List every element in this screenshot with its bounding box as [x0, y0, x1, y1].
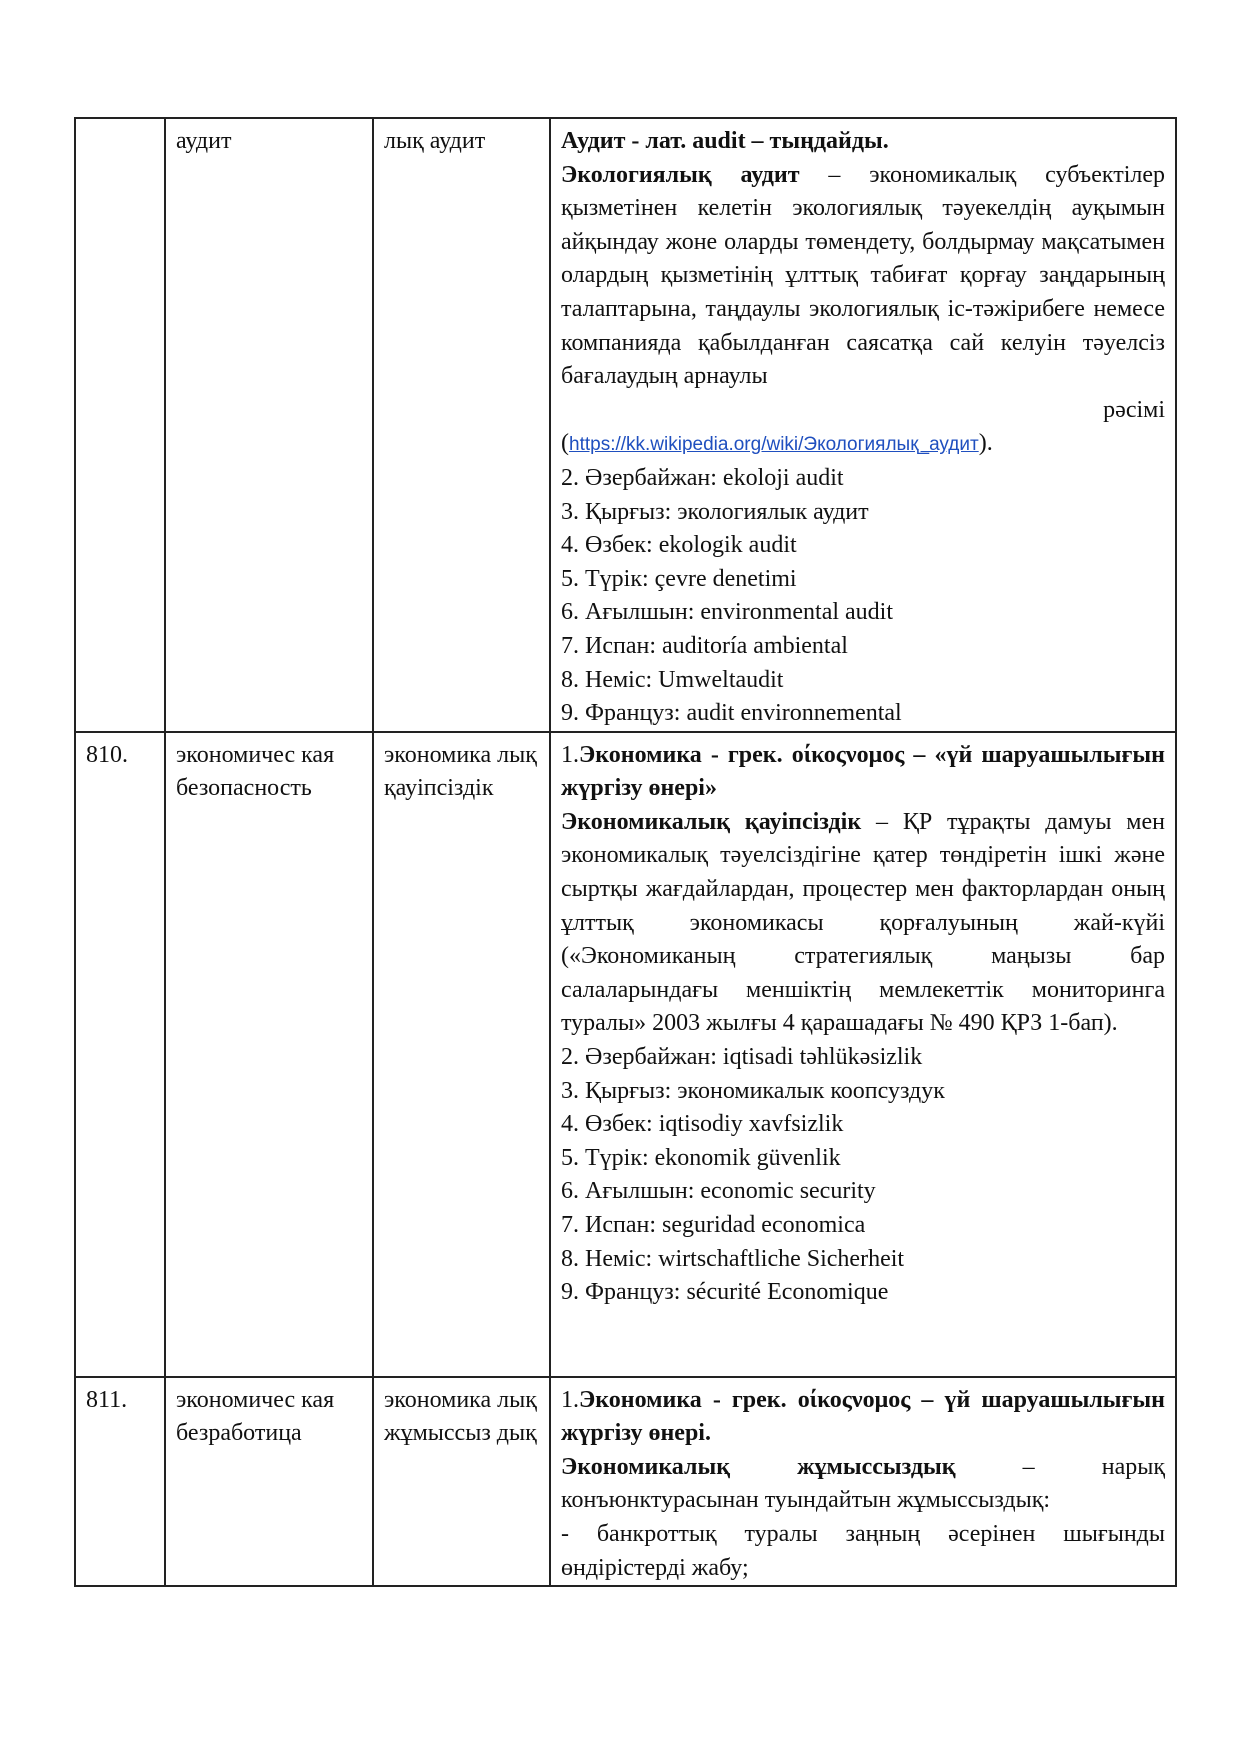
- definition-text: – экономикалық субъектілер қызметінен келетін экологиялық тәуекелдің ауқымын айқындау жоне оларды төмендету, болдырмау мақсатымен олардың қызметінің ұлттық табиғат қорғау заңдарының талаптарына, таңдаулы экологиялық іс-тәжірибеге немесе компанияда қабылданған саясатқа сай келуін тәуелсіз бағалаудың арнаулы: [561, 161, 1165, 390]
- defined-term: Экономикалық жұмыссыздық: [561, 1453, 956, 1480]
- source-reference: (https://kk.wikipedia.org/wiki/Экологиялық_аудит).: [561, 430, 993, 457]
- definition: [561, 159, 1165, 394]
- translation-item: 3. Қырғыз: экологиялык аудит: [561, 498, 869, 525]
- russian-term: аудит: [165, 118, 373, 732]
- translation-item: 7. Испан: auditoría ambiental: [561, 632, 848, 659]
- translation-item: 8. Неміс: wirtschaftliche Sicherheit: [561, 1245, 905, 1272]
- table-row: [75, 732, 1176, 1377]
- definition-cell: [550, 732, 1176, 1377]
- definition-cell: [550, 118, 1176, 732]
- table-row: [75, 1377, 1176, 1587]
- translation-item: 6. Ағылшын: environmental audit: [561, 599, 894, 626]
- etymology: 1.Экономика - грек. οίκοςνομος – үй шаруашылығын жүргізу өнері.: [561, 1386, 1165, 1447]
- etymology: Аудит - лат. audit – тыңдайды.: [561, 128, 889, 154]
- russian-term: экономичес кая безработица: [165, 1377, 373, 1587]
- definition-text: – нарық конъюнктурасынан туындайтын жұмыссыздық:: [561, 1453, 1166, 1514]
- definition-tail: рәсімі: [1103, 396, 1165, 423]
- defined-term: Экономикалық қауіпсіздік: [561, 808, 862, 835]
- translation-item: 9. Француз: sécurité Economique: [561, 1279, 889, 1306]
- translation-item: 7. Испан: seguridad economica: [561, 1212, 866, 1238]
- translation-item: 8. Неміс: Umweltaudit: [561, 666, 784, 693]
- translation-item: 4. Өзбек: ekologik audit: [561, 532, 797, 559]
- terms-table: [74, 117, 1177, 1587]
- translation-item: 3. Қырғыз: экономикалык коопсуздук: [561, 1077, 945, 1104]
- row-number: 810.: [75, 732, 165, 1377]
- translation-item: 5. Түрік: çevre denetimi: [561, 565, 797, 592]
- translation-item: 4. Өзбек: iqtisodiy xavfsizlik: [561, 1111, 844, 1138]
- translation-item: 5. Түрік: ekonomik güvenlik: [561, 1144, 841, 1171]
- definition-cell: [550, 1377, 1176, 1587]
- row-number: 811.: [75, 1377, 165, 1587]
- translation-item: 2. Әзербайжан: iqtisadi təhlükəsizlik: [561, 1044, 923, 1071]
- translation-item: 6. Ағылшын: economic security: [561, 1178, 876, 1205]
- row-number: [75, 118, 165, 732]
- translation-item: 2. Әзербайжан: ekoloji audit: [561, 464, 844, 491]
- translation-item: 9. Француз: audit environnemental: [561, 700, 902, 727]
- defined-term: Экологиялық аудит: [561, 161, 800, 188]
- list-item: - банкроттық туралы заңның әсерінен шығынды өндірістерді жабу;: [561, 1521, 1165, 1581]
- definition-text: – ҚР тұрақты дамуы мен экономикалық тәуелсіздігіне қатер төндіретін ішкі және сыртқы жағдайлардан, процестер мен факторлардан оның ұлттық экономикасы қорғалуының жай-күйі («Экономиканың стратегиялық маңызы бар салаларындағы меншіктің мемлекеттік мониторинга туралы» 2003 жылғы 4 қарашадағы № 490 ҚРЗ 1-бап).: [561, 808, 1165, 1037]
- kazakh-term: лық аудит: [373, 118, 550, 732]
- russian-term: экономичес кая безопасность: [165, 732, 373, 1377]
- definition: [561, 1451, 1165, 1518]
- source-link[interactable]: https://kk.wikipedia.org/wiki/Экологиялық_аудит: [569, 434, 979, 456]
- definition: [561, 806, 1165, 1041]
- etymology: 1.Экономика - грек. οίκοςνομος – «үй шаруашылығын жүргізу өнері»: [561, 741, 1165, 802]
- kazakh-term: экономика лық қауіпсіздік: [373, 732, 550, 1377]
- kazakh-term: экономика лық жұмыссыз дық: [373, 1377, 550, 1587]
- table-row: [75, 118, 1176, 732]
